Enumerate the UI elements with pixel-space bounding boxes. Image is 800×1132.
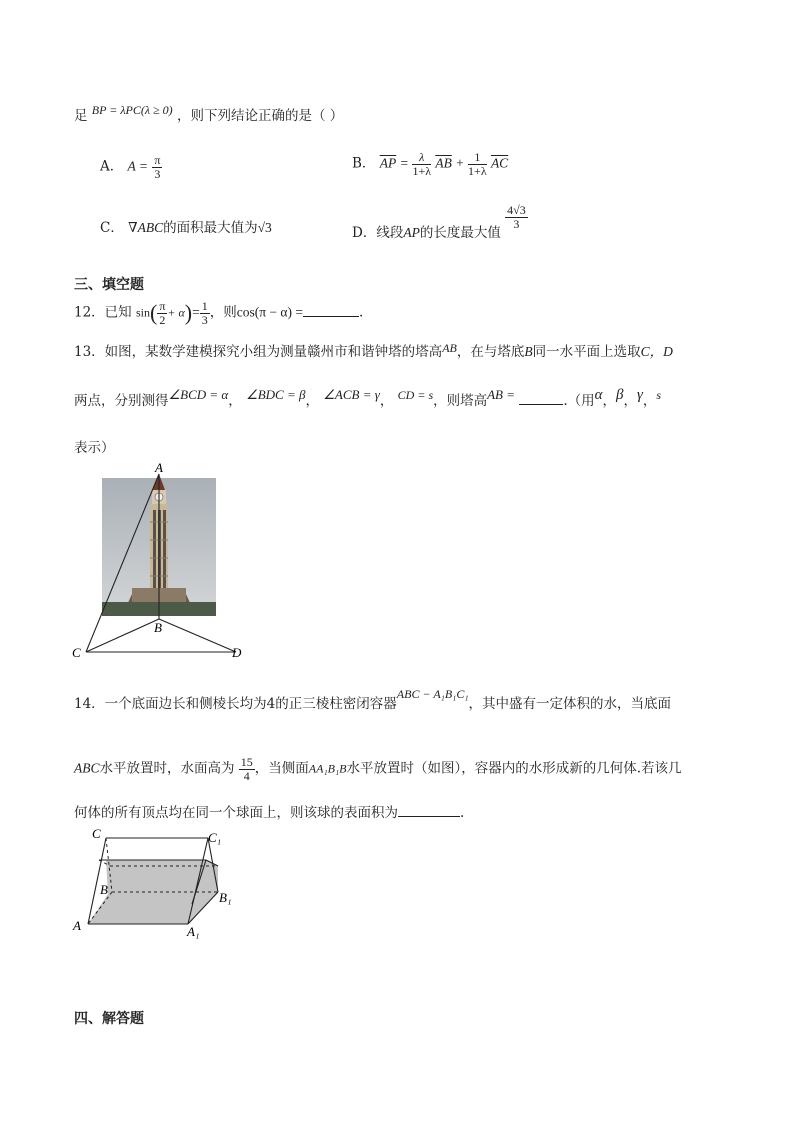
q13-angle-acb: ∠ACB = γ [323,387,380,402]
q13-answer-blank[interactable] [519,392,563,405]
vector-ac: $\overline{AC}$ [490,155,509,171]
q12-cos: cos(π − α) = [236,304,303,320]
q13-b: B [524,344,533,359]
q11-question: ，则下列结论正确的是（ ） [176,108,344,124]
q12-alpha: + α [167,305,185,320]
q14-height-fraction: $\frac{15}{4}$ [240,755,253,783]
option-c-value: √3 [257,220,272,235]
q13-text-5: ，则塔高 [433,393,488,409]
comma: ， [602,393,616,409]
q14-prism: ABC − A₁B₁C₁ [396,687,469,701]
option-c-label: C． [100,220,124,236]
option-d-text2: 的长度最大值 [419,224,501,241]
q11-condition: BP = λPC(λ ≥ 0) [91,103,173,117]
q14-line-3 [74,804,464,821]
q12-mid: ，则 [209,304,237,321]
q11-option-b [352,151,508,177]
label-a1: A₁ [187,924,200,939]
label-a: A [73,918,81,933]
q11-option-c [100,220,272,236]
q12-answer-blank[interactable] [303,304,359,317]
option-c-text: 的面积最大值为 [163,220,258,236]
q11-condition-line [74,103,344,124]
label-b: B [154,620,162,635]
q12-inner-fraction: $\frac{\pi}{2}$ [159,299,166,327]
option-b-eq: = [400,155,409,171]
q14-text-2: ，其中盛有一定体积的水，当底面 [468,696,672,712]
q11-option-a [100,154,162,180]
q13-text-2: ，在与塔底 [456,344,525,360]
option-d-ap: AP [403,224,420,240]
q14-answer-blank[interactable] [398,804,460,817]
option-b-frac1: $\frac{\lambda}{1+\lambda}$ [412,150,432,178]
option-a-label: A． [100,158,124,175]
q11-prefix: 足 [74,108,88,124]
option-d-label: D． [352,224,377,241]
q14-text-4: ，当侧面 [254,760,309,777]
option-d-fraction: $\frac{4√3}{3}$ [507,203,526,231]
label-c: C [72,645,81,660]
option-d-text1: 线段 [376,224,404,241]
q13-text-4: 两点，分别测得 [74,393,169,409]
vector-ap: $\overline{AP}$ [379,155,397,171]
q12-sin: sin [135,305,150,320]
q13-ab-eq: AB = [487,387,516,402]
q14-text-1: 14．一个底面边长和侧棱长均为4的正三棱柱密闭容器 [74,696,397,712]
q13-angle-bdc: ∠BDC = β [246,387,306,402]
q14-prism-figure [68,822,248,940]
comma: ， [642,393,657,409]
q11-option-d [352,203,528,241]
q13-beta: β [615,387,624,403]
q12-eq: = [192,304,200,320]
q13-cd-length: CD = s [397,388,434,402]
q13-text-1: 13．如图，某数学建模探究小组为测量赣州市和谐钟塔的塔高 [74,344,443,360]
q14-line-2 [74,756,682,782]
q13-text-6: .（用 [563,393,595,409]
q12-rhs-fraction: $\frac{1}{3}$ [201,299,208,327]
label-c: C [92,826,101,841]
q13-line-1 [74,341,673,360]
triangle-symbol: ∇ [128,220,138,236]
q13-s: s [656,388,662,402]
comma: ， [228,393,242,409]
option-a-lhs: A = [127,158,149,174]
option-b-plus: + [456,155,464,171]
label-b: B [100,882,108,897]
section-4-heading: 四、解答题 [74,1011,144,1027]
option-b-label: B． [352,155,376,172]
label-b1: B₁ [219,890,232,905]
comma: ， [305,393,319,409]
q13-text-3: 同一水平面上选取 [532,344,641,360]
q12-end: . [358,304,364,321]
q14-face: AA₁B₁B [308,761,347,776]
label-a: A [155,460,163,475]
label-d: D [232,645,242,660]
q14-text-5: 水平放置时（如图），容器内的水形成新的几何体.若该几 [346,760,682,777]
option-b-frac2: $\frac{1}{1+\lambda}$ [468,150,487,178]
comma: ， [379,393,394,409]
q14-text-3: 水平放置时，水面高为 [99,760,235,777]
q13-tower-figure [66,460,256,666]
vector-ab: $\overline{AB}$ [435,155,452,171]
q14-line-1 [74,687,672,712]
q13-alpha: α [594,387,603,403]
q13-angle-bcd: ∠BCD = α [168,387,229,402]
q13-gamma: γ [636,387,643,403]
q12-line: 12．已知 sin( $\frac{\pi}{2}$ + α)= $\frac{1}{3}$ ，则cos(π − α) = . [74,299,364,327]
q14-text-6: 何体的所有顶点均在同一个球面上，则该球的表面积为 [74,805,398,821]
q13-line-3: 表示） [74,440,115,456]
label-c1: C₁ [208,830,222,845]
q12-number: 12．已知 [74,304,132,321]
option-c-abc: ABC [137,220,164,235]
q13-cd: C，D [640,344,673,359]
option-a-fraction: $\frac{\pi}{3}$ [154,153,161,181]
comma: ， [623,393,637,409]
section-3-heading: 三、填空题 [74,277,144,293]
q14-end: . [460,805,465,821]
q13-ab: AB [442,341,457,355]
q14-abc: ABC [74,760,100,776]
q13-line-2 [74,387,662,410]
